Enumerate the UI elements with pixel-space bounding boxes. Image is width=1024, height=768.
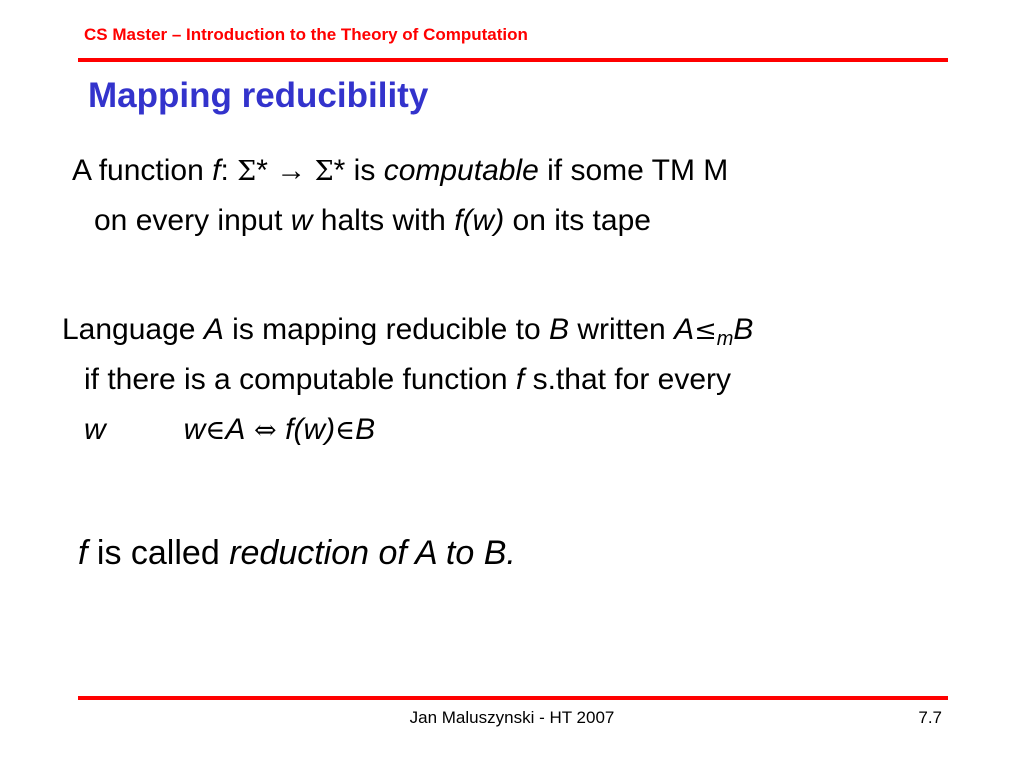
language-b: B	[549, 313, 570, 346]
sigma-symbol: Σ	[237, 156, 257, 187]
function-application: f(w)	[454, 204, 505, 237]
function-symbol: f	[78, 534, 88, 572]
text-segment: if some TM M	[538, 154, 729, 187]
text-segment: * is	[333, 154, 384, 187]
definition-line-2	[72, 196, 728, 246]
reduction-term: reduction of A to B.	[229, 534, 516, 572]
text-segment: is mapping reducible to	[223, 313, 550, 346]
language-b: B	[733, 313, 754, 346]
text-segment: is called	[87, 534, 230, 572]
definition-line-1	[62, 305, 753, 355]
text-segment: if there is a computable function	[84, 363, 516, 396]
language-a: A	[674, 313, 695, 346]
language-a: A	[203, 313, 224, 346]
text-segment: on every input	[94, 204, 291, 237]
function-application: f(w)	[285, 413, 336, 446]
text-segment: * →	[256, 154, 315, 187]
element-of-symbol: ∈	[335, 415, 356, 446]
mapping-subscript: m	[716, 328, 734, 350]
header-divider	[78, 58, 948, 62]
text-segment: :	[220, 154, 238, 187]
text-segment: s.that for every	[524, 363, 732, 396]
computable-function-definition	[72, 146, 728, 246]
text-segment: A function	[72, 154, 213, 187]
language-b: B	[355, 413, 376, 446]
text-segment: Language	[62, 313, 204, 346]
language-a: A	[225, 413, 246, 446]
input-variable: w	[84, 413, 106, 446]
footer-divider	[78, 696, 948, 700]
definition-line-2	[62, 355, 753, 405]
sigma-symbol: Σ	[314, 156, 334, 187]
computable-term: computable	[383, 154, 539, 187]
function-symbol: f	[515, 363, 525, 396]
slide-title: Mapping reducibility	[88, 76, 429, 115]
leq-symbol: ≤	[694, 315, 717, 346]
input-variable: w	[290, 204, 313, 237]
definition-line-1	[72, 146, 728, 196]
input-variable: w	[183, 413, 206, 446]
element-of-symbol: ∈	[205, 415, 226, 446]
footer-author: Jan Maluszynski - HT 2007	[409, 708, 615, 727]
iff-symbol: ⇔	[245, 415, 286, 446]
page-number: 7.7	[918, 708, 942, 727]
definition-line-3	[62, 405, 753, 455]
text-segment: halts with	[312, 204, 455, 237]
course-header: CS Master – Introduction to the Theory of Computation	[84, 25, 528, 44]
text-segment: written	[569, 313, 675, 346]
function-symbol: f	[212, 154, 221, 187]
statement-line	[78, 528, 516, 578]
text-segment: on its tape	[504, 204, 651, 237]
mapping-reducible-definition	[62, 305, 753, 455]
reduction-statement	[78, 528, 516, 578]
